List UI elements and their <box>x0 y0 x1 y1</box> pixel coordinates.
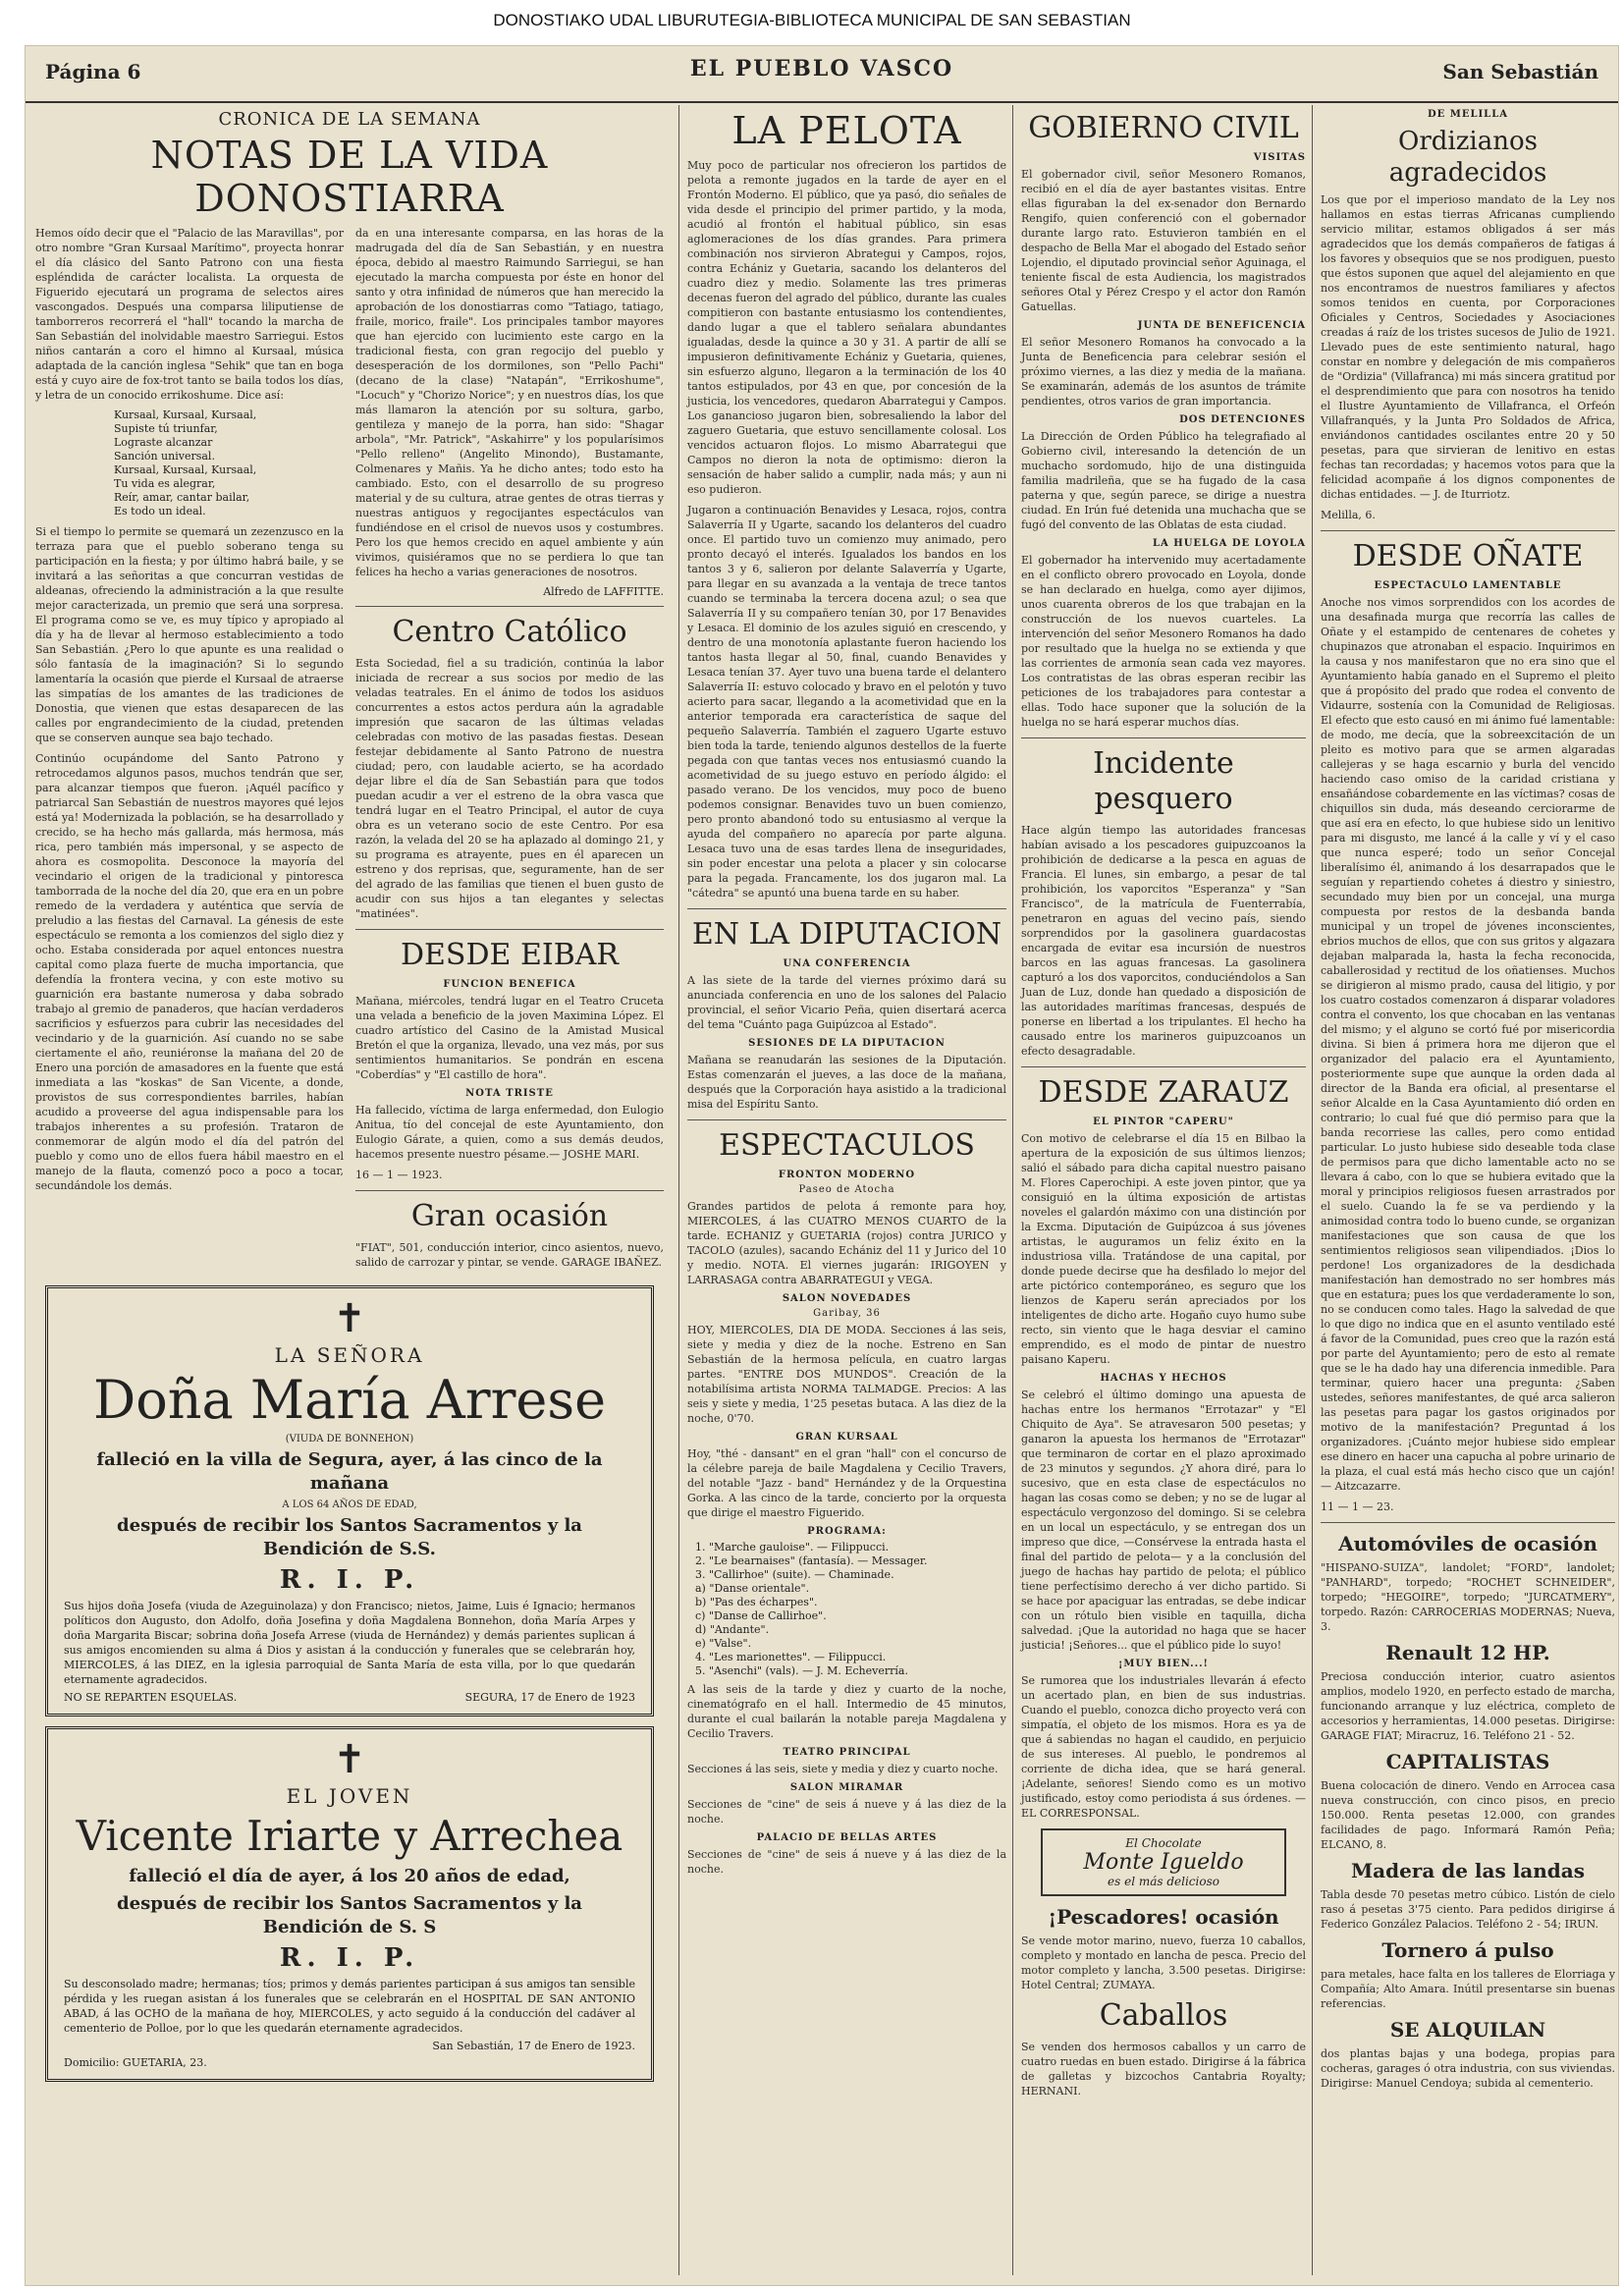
alquilan-text: dos plantas bajas y una bodega, propias para cocheras, garages ó otra industria, con sus viviendas. Dirigirse: Manuel Cendoya; subida al cementerio. <box>1321 2047 1615 2090</box>
column-4 <box>1312 105 1615 2275</box>
obit-text: Su desconsolado madre; hermanas; tíos; primos y demás parientes participan á sus amigos tan sensible pérdida y les ruegan asistan á los funerales que se celebrarán en el HOSPITAL DE SAN ANTONIO ABAD, á las OCHO de la mañana de hoy, MIERCOLES, y acto seguido á la conducción del cadáver al cementerio de Polloe, por lo que les quedarán eternamente agradecidos. <box>64 1978 635 2035</box>
diputacion-subhead: UNA CONFERENCIA <box>783 958 911 969</box>
zarauz-headline: DESDE ZARAUZ <box>1038 1075 1289 1110</box>
capitalistas-headline: CAPITALISTAS <box>1385 1750 1550 1773</box>
verse-line: Sanción universal. <box>114 450 215 463</box>
obit-date-text: San Sebastián, 17 de Enero de 1923. <box>432 2040 635 2052</box>
divider <box>355 929 664 930</box>
espect-subhead: PALACIO DE BELLAS ARTES <box>756 1832 938 1843</box>
onate-date: 11 — 1 — 23. <box>1321 1500 1394 1513</box>
capitalistas-text: Buena colocación de dinero. Vendo en Arrocea casa nueva construcción, con cinco pisos, en precio 150.000. Renta pesetas 12.000, con grandes facilidades de pago. Informará Ramón Peña; ELCANO, 8. <box>1321 1779 1615 1851</box>
alquilan-headline: SE ALQUILAN <box>1389 2018 1546 2042</box>
gran-ocasion-headline: Gran ocasión <box>410 1199 609 1233</box>
divider <box>1021 1066 1306 1067</box>
espect-text: Secciones de "cine" de seis á nueve y á las diez de la noche. <box>687 1848 1006 1876</box>
eibar-subhead: NOTA TRISTE <box>465 1088 554 1099</box>
espect-address: Paseo de Atocha <box>798 1184 895 1195</box>
obit-date <box>64 2040 635 2052</box>
verse-line: Kursaal, Kursaal, Kursaal, <box>114 409 257 421</box>
column-1 <box>35 105 664 2275</box>
programa-item: 3. "Callirhoe" (suite). — Chaminade. <box>695 1568 894 1581</box>
divider <box>1021 737 1306 738</box>
espectaculos-headline: ESPECTACULOS <box>719 1128 975 1163</box>
masthead <box>26 46 1618 103</box>
espect-text: A las seis de la tarde y diez y cuarto de la noche, cinematógrafo en el hall. Intermedio de 45 minutos, durante el cual bailarán la notable pareja Magdalena y Cecilio Travers. <box>687 1683 1006 1740</box>
espect-subhead: SALON MIRAMAR <box>789 1782 904 1793</box>
programa-item: 1. "Marche gauloise". — Filippucci. <box>695 1541 890 1553</box>
verse-line: Lograste alcanzar <box>114 436 213 449</box>
programa-item: 4. "Les marionettes". — Filippucci. <box>695 1651 887 1663</box>
programa-item: 5. "Asenchi" (vals). — J. M. Echeverría. <box>695 1664 908 1677</box>
chocolate-top: El Chocolate <box>1125 1836 1202 1850</box>
divider <box>1321 530 1615 531</box>
pelota-text: Jugaron a continuación Benavides y Lesaca, rojos, contra Salaverría II y Ugarte, sacando los delanteros del cuadro once. El partido tuvo un comienzo muy animado, pero pronto decayó el interés. Igualados los bandos en los tantos 3 y 6, salieron por delante Salaverría y Ugarte, para llegar en su avanzada a la ventaja de trece tantos cuando se terminaba la tercera docena azul; o sea que Salaverría II y su compañero tenían 30, por 17 Benavides y Lesaca. El dominio de los azules siguió en crescendo, y dentro de una monotonía aplastante fueron haciendo los tantos hasta llegar al 50, final, cuando Benavides y Lesaca tenían 37. Ayer tuvo una buena tarde el delantero Salaverría II: estuvo colocado y bravo en el pelotón y tuvo acierto para sacar, llegando a la acometividad que en la anterior temporada era característica de saque del pequeño Salaverría. También el zaguero Ugarte estuvo bien toda la tarde, teniendo algunos destellos de la fuerte pegada con que tantas veces nos entusiasmó cuando la acometividad de su juego estuvo en período álgido: el pasado verano. De los vencidos, muy poco de bueno podemos consignar. Benavides tuvo un buen comienzo, pero pronto abandonó todo su entusiasmo al verque la ayuda del compañero no aparecía por parte alguna. Lesaca tuvo una de esas tardes llena de inseguridades, sin poder encestar una pelota a placer y sin colocarse para la pegada. Francamente, los dos jugaron mal. La "cátedra" se apuntó una buena tarde en su haber. <box>687 504 1006 899</box>
onate-text: Anoche nos vimos sorprendidos con los acordes de una desafinada murga que recorría las calles de Oñate y el estampido de centenares de cohetes y chupinazos que atronaban el espacio. Inquirimos en la causa y nos manifestaron que no era sino que el Ayuntamiento había ganado en el Supremo el pleito que á propósito del prado que rodea el convento de Vidaurre, sostenía con la Comunidad de Religiosas. El efecto que esto causó en mi ánimo fué lamentable: de modo, me decía, que la sobreexcitación de un pleito es motivo para que se armen algaradas callejeras y se haga escarnio y burla del vencido haciendo caso omiso de la caridad cristiana y ensañándose cobardemente en las víctimas? cosas de chiquillos sin duda, más deseando cerciorarme de que así era en efecto, lo que hubiese sido un lenitivo para mi disgusto, me lancé á la calle y ví y el caso que nunca esperé; todo un señor Concejal liberalísimo él, animando á los desarrapados que le seguían y repartiendo cohetes á diestro y siniestro, secundado muy bien por un concejal, una murga compuesta por restos de la desbanda banda municipal y un tropel de jóvenes inconscientes, ebrios muchos de ellos, que con sus gritos y algazara dejaban malparada la, hasta la fecha reconocida, caballerosidad y rectitud de los oñatienses. Muchos se dirigieron al mismo prado, causa del litigio, y por los cuatro costados comenzaron á disparar voladores contra el convento, los que chocaban en las ventanas del mismo; y el alguno se cortó fué por misericordia divina. Si bien á primera hora me dijeron que el organizador del palacio era el Ayuntamiento, posteriormente supe que aunque la orden dada al director de la Banda era oficial, al presentarse el señor Alcalde en la Casa Ayuntamiento dió orden en contrario; lo cual fué que dió permiso para que la banda recorriese las calles, pero como entidad particular. Lo justo hubiese sido deseable toda clase de permisos para que dicho lamentable acto no se llevara á cabo, con lo que se hubiera evitado que la moral y principios religiosos fuesen arrastrados por el suelo. Cuando la fe se va perdiendo y la animosidad contra todo lo bueno cunde, se organizan manifestaciones que son causa de que los sentimientos religiosos sean vilipendiados. ¡Dios lo perdone! Los organizadores de la desdichada manifestación han demostrado no ser hombres más que en estatura; pues los que verdaderamente lo son, no se conducen como tales. Hago la salvedad de que lo que digo no indica que en el asunto ventilado esté á favor de la Comunidad, pues creo que la razón está por parte del Ayuntamiento; pero de esto al remate que se le ha dado hay una diferencia inmedible. Para terminar, quiero hacer una pregunta: ¿Saben ustedes, señores manifestantes, de qué arca salieron las pesetas para pagar los gastos originados por motivo de la manifestación? Preguntad á los organizadores. ¡Cuánto mejor hubiese sido emplear ese dinero en hacer una capucha al pobre urinario de la plaza, el cual está más hecho cisco que un cajón! — Aitzcazarre. <box>1321 596 1615 1493</box>
espect-subhead: SALON NOVEDADES <box>782 1293 912 1304</box>
eibar-text: Ha fallecido, víctima de larga enfermedad, don Eulogio Anitua, tío del concejal de este Ayuntamiento, don Eulogio Gárate, a quien, como a sus demás deudos, hacemos presente nuestro pésame.— JOSHE MARI. <box>355 1104 664 1161</box>
incidente-text: Hace algún tiempo las autoridades francesas habían avisado a los pescadores guipuzcoanos la prohibición de dedicarse a la pesca en aguas de Francia. El lunes, sin embargo, a pesar de tal prohibición, los vaporcitos "Esperanza" y "San Francisco", de la matrícula de Fuenterrabía, penetraron en aguas del vecino país, siendo sorprendidos por la gasolinera guardacostas encargada de evitar esa incursión de nuestros barcos en las aguas francesas. La gasolinera capturó a los dos vaporcitos, conduciéndolos a San Juan de Luz, donde han quedado a disposición de las autoridades marítimas francesas, después de ponerse en libertad a los tripulantes. El hecho ha causado entre los marineros guipuzcoanos un efecto desagradable. <box>1021 824 1306 1058</box>
gobierno-subhead: JUNTA DE BENEFICENCIA <box>1137 320 1306 331</box>
renault-headline: Renault 12 HP. <box>1385 1641 1550 1664</box>
programa-item: b) "Pas des écharpes". <box>695 1596 818 1608</box>
programa-list <box>695 1541 1006 1678</box>
column-3 <box>1012 105 1306 2275</box>
obituary-arrese <box>45 1285 654 1717</box>
eibar-headline: DESDE EIBAR <box>400 938 620 972</box>
notas-paragraph: da en una interesante comparsa, en las horas de la madrugada del día de San Sebastián, y en nuestra época, debido al maestro Raimundo Sarriegui, se han ejecutado la marcha compuesta por éste en honor del santo y otra infinidad de números que han merecido la aprobación de los donostiarras como "Tatiago, tatiago, fraile, morico, fraile". Los principales tambor mayores que han ejercido con lucimiento este cargo en la tradicional fiesta, con gran regocijo del pueblo y desesperación de los dormilones, son "Pello Pachi" (decano de la clase) "Natapán", "Errikoshume", "Locuch" y "Chorizo Norice"; y en nuestros días, los que más llamaron la atención por su soltura, garbo, gentileza y manejo de la porra, han sido: "Shagar arbola", "Mr. Patrick", "Askahirre" y los popularísimos "Pello relleno" (Angelito Minondo), Bustamante, Colmenares y Mañis. Ya he dicho antes; todo esto ha cambiado. Esto, con el desarrollo de su progreso material y de su cultura, atrae gentes de otras tierras y nuestras antiguos y regocijantes espectáculos van fundiéndose en el crisol de nuevos usos y costumbres. Pero los que hemos crecido en aquel ambiente y aún vivimos, quisiéramos que no se perdiera lo que tan felices ha hecho a varias generaciones de nosotros. <box>355 227 664 578</box>
cross-icon: ✝ <box>333 1737 366 1782</box>
automoviles-headline: Automóviles de ocasión <box>1338 1532 1597 1555</box>
incidente-headline: Incidente pesquero <box>1093 746 1234 816</box>
espect-text: Grandes partidos de pelota á remonte para hoy, MIERCOLES, á las CUATRO MENOS CUARTO de la tarde. ECHANIZ y GUETARIA (rojos) contra JURICO y TACOLO (azules), sacando Echániz del 11 y Jurico del 10 y medio. NOTA. El viernes jugarán: IRIGOYEN y LARRASAGA contra ABARRATEGUI y VEGA. <box>687 1200 1006 1286</box>
obit-rip: R. I. P. <box>279 1565 420 1595</box>
obit-line: después de recibir los Santos Sacramentos y la Bendición de S.S. <box>117 1515 582 1559</box>
espect-subhead: TEATRO PRINCIPAL <box>783 1747 911 1758</box>
renault-text: Preciosa conducción interior, cuatro asientos amplios, modelo 1920, en perfecto estado de marcha, funcionando arranque y luz eléctrica, completo de accesorios y herramientas, 14.000 pesetas. Dirigirse: GARAGE FIAT; Miracruz, 16. Teléfono 21 - 52. <box>1321 1670 1615 1742</box>
obit-rip: R. I. P. <box>279 1943 420 1973</box>
obit-name: Doña María Arrese <box>92 1369 607 1431</box>
gobierno-text: La Dirección de Orden Público ha telegrafiado al Gobierno civil, interesando la detención de un muchacho sordomudo, hijo de una distinguida familia madrileña, que se ha fugado de la casa paterna y que, según parece, se dirige a nuestra ciudad. En Irún fué detenida una muchacha que se fugó del convento de las Oblatas de esta ciudad. <box>1021 430 1306 531</box>
gobierno-subhead: VISITAS <box>1253 152 1306 163</box>
chocolate-ad <box>1041 1828 1286 1896</box>
obit-foot-left: NO SE REPARTEN ESQUELAS. <box>64 1691 238 1704</box>
notas-signature: Alfredo de LAFFITTE. <box>543 585 664 598</box>
zarauz-text: Se rumorea que los industriales llevarán á efecto un acertado plan, en bien de sus industrias. Cuando el pueblo, conozca dicho proyecto verá con simpatía, el objeto de los mismos. Hora es ya de que á sabiendas no hagan el caudido, en perjuicio de sus intereses. Al pueblo, le pondremos al corriente de dicha idea, que se hará general. ¡Adelante, señores! Siendo como es un motivo justificado, estoy como periodista á sus órdenes. — EL CORRESPONSAL. <box>1021 1674 1306 1820</box>
page-number: Página 6 <box>45 60 141 83</box>
gobierno-text: El señor Mesonero Romanos ha convocado a la Junta de Beneficencia para celebrar sesión el próximo viernes, a las diez y media de la mañana. Se examinarán, además de los asuntos de trámite pendientes, otros varios de gran importancia. <box>1021 336 1306 408</box>
obit-footer <box>64 1691 635 1704</box>
espect-address: Garibay, 36 <box>813 1308 881 1319</box>
obit-line: falleció en la villa de Segura, ayer, á las cinco de la mañana <box>96 1449 603 1494</box>
pescadores-headline: ¡Pescadores! ocasión <box>1048 1905 1279 1929</box>
verse-line: Tu vida es alegrar, <box>114 477 216 490</box>
automoviles-text: "HISPANO-SUIZA", landolet; "FORD", landolet; "PANHARD", torpedo; "ROCHET SCHNEIDER", torpedo; "HEGOIRE", torpedo; "JURCATMERY", torpedo. Razón: CARROCERIAS MODERNAS; Nueva, 3. <box>1321 1561 1615 1633</box>
espect-text: Secciones de "cine" de seis á nueve y á las diez de la noche. <box>687 1798 1006 1826</box>
melilla-text: Los que por el imperioso mandato de la Ley nos hallamos en estas tierras Africanas cumpliendo servicio militar, estamos obligados á ser más agradecidos que los demás compañeros de fatigas á los favores y obsequios que se nos prodiguen, puesto que éstos suponen que aquel del alejamiento en que nos encontramos de nuestros familiares y afectos somos tenidos en cuenta, por Corporaciones Oficiales y Centros, Sociedades y Asociaciones creadas á raíz de los tristes sucesos de Julio de 1921. Llevado pues de este sentimiento natural, hago constar en nombre y delegación de mis compañeros de "Ordizia" (Villafranca) mi más sincera gratitud por el desprendimiento que para con nosotros ha tenido el Ilustre Ayuntamiento de Villafranca, el Orfeón Villafranqués, y la Junta Pro Soldados de Africa, enviándonos cantidades oscilantes entre 20 y 50 pesetas, para que sirvieran de lenitivo en estas fechas tan recordadas; y hacemos votos para que la felicidad acompañe á los dignos componentes de dichas entidades. — J. de Iturriotz. <box>1321 193 1615 501</box>
zarauz-text: Con motivo de celebrarse el día 15 en Bilbao la apertura de la exposición de sus últimos lienzos; salió el sábado para dicha capital nuestro paisano M. Flores Caperochipi. A este joven pintor, que ya consiguió en la última exposición de artistas noveles el galardón máximo con una distinción por la Excma. Diputación de Guipúzcoa á sus jóvenes artistas, le auguramos un feliz éxito en la industriosa villa. Tratándose de una capital, por donde puede decirse que ha desfilado lo mejor del arte pictórico contemporáneo, es seguro que los lienzos de Kaperu serán apreciados por los inteligentes de dicho arte. Hogaño cuyo humo sube recto, sin viento que le haga desviar el camino emprendido, es el modo de pintar de nuestro paisano Kaperu. <box>1021 1132 1306 1366</box>
centro-headline: Centro Católico <box>392 615 627 649</box>
obit-line: falleció el día de ayer, á los 20 años de edad, <box>129 1866 570 1886</box>
divider <box>355 1190 664 1191</box>
caballos-headline: Caballos <box>1099 1998 1228 2033</box>
melilla-kicker: DE MELILLA <box>1428 109 1508 120</box>
obit-domicilio-text: Domicilio: GUETARIA, 23. <box>64 2056 207 2069</box>
eibar-text: Mañana, miércoles, tendrá lugar en el Teatro Cruceta una velada a beneficio de la joven Maximina López. El cuadro artístico del Casino de la Amistad Musical Bretón el que la organiza, llevado, una vez más, por sus sentimientos humanitarios. Se pondrán en escena "Coberdías" y "El castillo de hora". <box>355 995 664 1081</box>
notas-paragraph: Si el tiempo lo permite se quemará un zezenzusco en la terraza para que el pueblo soberano tenga su participación en la fiesta; y por último habrá baile, y se invitará a las señoritas a que concurran vestidas de aldeanas, ofreciendo la administración a la que resulte mejor caracterizada, un premio que será una sorpresa. El programa como se ve, es muy típico y apropiado al día y ha de llevar al hermoso establecimiento a todo San Sebastián. ¿Pero lo que apunte es una realidad o sólo fantasía de la imaginación? Si lo segundo lamentaría la ocasión que pierde el Kursaal de atraerse las simpatías de los amantes de las tradiciones de Donostia, que vienen que estas desaparecen de las calles por engrandecimiento de la ciudad, pretenden que se conserven aunque sea bajo techado. <box>35 525 344 744</box>
pelota-headline: LA PELOTA <box>731 109 962 152</box>
zarauz-subhead: HACHAS Y HECHOS <box>1100 1373 1227 1384</box>
zarauz-subhead: ¡MUY BIEN...! <box>1118 1659 1209 1669</box>
verse-line: Supiste tú triunfar, <box>114 422 218 435</box>
obit-text: Sus hijos doña Josefa (viuda de Azeguinolaza) y don Francisco; nietos, Jaime, Luis é Ignacio; hermanos políticos don Augusto, don Adolfo, doña Josefina y doña Magdalena Bonnehon, doña María Arpes y doña Margarita Biscar; sobrina doña Josefa Arrese (viuda de Hernández) y demás parientes suplican á sus amigos encomienden su alma á Dios y asistan á la conducción y funerales que se celebrarán hoy, MIERCOLES, á las DIEZ, en la iglesia parroquial de Santa María de esta villa, por lo que quedarán eternamente agradecidos. <box>64 1600 635 1686</box>
onate-subhead: ESPECTACULO LAMENTABLE <box>1374 580 1562 591</box>
obit-foot-right: SEGURA, 17 de Enero de 1923 <box>464 1691 635 1704</box>
obit-viuda: (VIUDA DE BONNEHON) <box>285 1434 414 1444</box>
obit-pre: EL JOVEN <box>286 1784 413 1808</box>
gobierno-text: El gobernador civil, señor Mesonero Romanos, recibió en el día de ayer bastantes visitas. Entre ellas figuraban la del ex-senador don Bernardo Rengifo, quien conferenció con el gobernador durante largo rato. Estuvieron también en el despacho de Bella Mar el abogado del Estado señor Lojendio, el diputado provincial señor Aguinaga, el teniente fiscal de esta Audiencia, los magistrados señores Otal y Pérez Crespo y el actor don Ramón Gatuellas. <box>1021 168 1306 313</box>
diputacion-text: Mañana se reanudarán las sesiones de la Diputación. Estas comenzarán el jueves, a las doce de la mañana, después que la Corporación haya asistido a la tradicional misa del Espíritu Santo. <box>687 1054 1006 1111</box>
espect-text: Hoy, "thé - dansant" en el gran "hall" con el concurso de la célebre pareja de baile Magdalena y Cecilio Travers, del notable "Jazz - band" Hernández y de la Orquestina Gorka. A las cinco de la tarde, concierto por la orquesta que dirige el maestro Figuerido. <box>687 1447 1006 1519</box>
gobierno-text: El gobernador ha intervenido muy acertadamente en el conflicto obrero provocado en Loyola, donde se han declarado en huelga, como ayer dijimos, unos cuarenta obreros de los que trabajan en la construcción de los nuevos cuarteles. La intervención del señor Mesonero Romanos ha dado por resultado que la huelga no se extienda y que las corrientes de armonía sean cada vez mayores. Los contratistas de las obras esperan recibir las peticiones de los trabajadores para contestar a ellas. Todo hace suponer que la solución de la huelga no se hará esperar muchos días. <box>1021 554 1306 729</box>
cronica-kicker: CRONICA DE LA SEMANA <box>218 109 481 130</box>
divider <box>687 1119 1006 1120</box>
pelota-text: Muy poco de particular nos ofrecieron los partidos de pelota a remonte jugados en la tarde de ayer en el Frontón Moderno. El público, que ya pasó, dio señales de vida desde el principio del primer partido, y la moda, acudió al frontón el habitual público, sin esas aglomeraciones de los días grandes. Para primera combinación nos sirvieron Abrategui y Campos, rojos, contra Echániz y Guetaria, sacando los delanteros del cuadro diez y medio. Solamente las tres primeras decenas fueron del agrado del público, durante las cuales compitieron con bastante entusiasmo los contendientes, dando lugar a que el tablero señalara abundantes igualadas, desde la quince a 30 y 31. A partir de allí se impusieron definitivamente Echániz y Guetaria, quienes, sin esfuerzo alguno, llegaron a la terminación de los 40 tantos estipulados, por 43 en que, por concesión de la justicia, los vencedores, quedaron Abarrategui y Campos. Los ganancioso jugaron bien, sobresaliendo la labor del zaguero Guetaria, que estuvo sencillamente colosal. Los vencidos actuaron flojos. Lo mismo Abarrategui que Campos no dieron la nota de optimismo: dieron la sensación de haber salido a cumplir, nada más; y aun ni eso pudieron. <box>687 159 1006 496</box>
obit-pre: LA SEÑORA <box>274 1343 425 1367</box>
kursaal-verse <box>114 409 344 518</box>
verse-line: Es todo un ideal. <box>114 505 206 518</box>
newspaper-title: EL PUEBLO VASCO <box>689 56 954 82</box>
espect-text: Secciones á las seis, siete y media y diez y cuarto noche. <box>687 1763 999 1775</box>
onate-headline: DESDE OÑATE <box>1352 539 1584 573</box>
centro-text: Esta Sociedad, fiel a su tradición, continúa la labor iniciada de recrear a sus socios por medio de las veladas teatrales. En el ánimo de todos los asiduos concurrentes a estos actos perdura aún la agradable impresión que sacaron de las últimas veladas celebradas con motivo de las pasadas fiestas. Desean festejar debidamente al Santo Patrono de nuestra ciudad; pero, con laudable acierto, se ha acordado dejar libre el día de San Sebastián para que todos puedan acudir a ver el estreno de la obra vasca que tendrá lugar en el Teatro Principal, el autor de cuya obra es un veterano socio de este Centro. Por esa razón, la velada del 20 se ha aplazado al domingo 21, y su programa es atrayente, pues en él aparecen un estreno y dos reprisas, que, seguramente, han de ser del agrado de las familias que tienen el buen gusto de acudir con sus hijos a tan elegantes y selectas "matinées". <box>355 657 664 920</box>
programa-item: d) "Andante". <box>695 1623 770 1636</box>
zarauz-text: Se celebró el último domingo una apuesta de hachas entre los hermanos "Errotazar" y "El Chiquito de Aya". Se atravesaron 500 pesetas; y ganaron la apuesta los hermanos de "Errotazar" que terminaron de cortar en el plazo aproximado de 23 minutos y segundos. ¿Y ahora diré, para lo sucesivo, que en esta clase de espectáculos no hagan las cosas como se deben; y no se de lugar al espectáculo vergonzoso del domingo. Si se celebra en un local un espectáculo, y se entregan dos un impreso que dice, —Consérvese la entrada hasta el final del partido de pelota— y a la conclusión del juego de hachas hay partido de pelota; el público tiene perfectísimo derecho á ver dicho partido. Si se hace por apaciguar las entradas, se debe indicar con un rótulo bien visible en taquilla, dicha salvedad. ¡Que la autoridad no haga que se hacer justicia! ¡Señores... que el público pide lo suyo! <box>1021 1389 1306 1652</box>
gobierno-headline: GOBIERNO CIVIL <box>1028 111 1299 145</box>
notas-paragraph: Continúo ocupándome del Santo Patrono y retrocedamos algunos pasos, muchos tendrán que ser, para alcanzar tiempos que fueron. ¡Aquél pacífico y patriarcal San Sebastián de nuestros mayores qué lejos está ya! Modernizada la población, se ha desarrollado y crecido, se ha hecho más gallarda, más hermosa, más rica, pero también más impersonal, y se aspecto de ahora es cosmopolita. Desconoce la mayoría del vecindario el origen de la tradicional y pintoresca tamborrada de la noche del día 20, que era en un pobre remedo de la verdadera y auténtica que servía de preludio a las fiestas del Carnaval. La génesis de este espectáculo se remonta a los comienzos del siglo diez y ocho. Estaba considerada por aquel entonces nuestra capital como plaza fuerte de mucha importancia, que defendía la frontera vecina, y con este motivo su guarnición era bastante numerosa y daba sobrado trabajo al gremio de panaderos, que hacían verdaderos sacrificios y esfuerzos para cubrir las necesidades del vecindario y de la guarnición. Así cuando no se sabe ciertamente el año, reuniéronse la mañana del 20 de Enero una porción de amasadores en la fuente que está inmediata a las "koskas" de San Vicente, a donde, provistos de sus correspondientes barriles, habían acudido a proveerse del agua indispensable para los trabajos inherentes a su profesión. Trataron de conmemorar de algún modo el día del patrón del pueblo y como uno de ellos fuera hábil maestro en el manejo de la flauta, comenzó poco a poco a tocar, secundándole los demás. <box>35 752 344 1192</box>
melilla-date: Melilla, 6. <box>1321 509 1376 521</box>
programa-item: 2. "Le bearnaises" (fantasía). — Messager. <box>695 1554 928 1567</box>
gobierno-subhead: LA HUELGA DE LOYOLA <box>1152 538 1306 549</box>
espect-subhead: GRAN KURSAAL <box>795 1432 898 1443</box>
diputacion-headline: EN LA DIPUTACION <box>691 917 1002 952</box>
eibar-date: 16 — 1 — 1923. <box>355 1169 443 1181</box>
obituary-iriarte <box>45 1726 654 2082</box>
zarauz-subhead: EL PINTOR "CAPERU" <box>1093 1117 1234 1127</box>
caballos-text: Se venden dos hermosos caballos y un carro de cuatro ruedas en buen estado. Dirigirse á la fábrica de galletas y bizcochos Cantabria Royalty; HERNANI. <box>1021 2041 1306 2098</box>
divider <box>687 908 1006 909</box>
tornero-headline: Tornero á pulso <box>1381 1938 1554 1962</box>
tornero-text: para metales, hace falta en los talleres de Elorriaga y Compañía; Alto Amara. Inútil presentarse sin buenas referencias. <box>1321 1968 1615 2010</box>
divider <box>1321 1522 1615 1523</box>
eibar-subhead: FUNCION BENEFICA <box>443 979 576 990</box>
espect-subhead: FRONTON MODERNO <box>778 1170 916 1180</box>
gobierno-subhead: DOS DETENCIONES <box>1179 414 1306 425</box>
programa-item: e) "Valse". <box>695 1637 752 1650</box>
masthead-city: San Sebastián <box>1442 60 1598 83</box>
espect-text: HOY, MIERCOLES, DIA DE MODA. Secciones á las seis, siete y media y diez de la noche. Estreno en San Sebastián de la hermosa película, en cuatro largas partes. "ENTRE DOS MUNDOS". Creación de la notabilísima artista NORMA TALMADGE. Precios: A las seis y siete y media, 1'25 pesetas butaca. A las diez de la noche, 0'70. <box>687 1324 1006 1425</box>
programa-item: c) "Danse de Callirhoe". <box>695 1609 827 1622</box>
obit-domicilio <box>64 2056 635 2069</box>
programa-title: PROGRAMA: <box>807 1526 887 1537</box>
pescadores-text: Se vende motor marino, nuevo, fuerza 10 caballos, completo y montado en lancha de pesca. Precio del motor completo y lancha, 3.500 pesetas. Dirigirse: Hotel Central; ZUMAYA. <box>1021 1935 1306 1991</box>
programa-item: a) "Danse orientale". <box>695 1582 810 1595</box>
madera-headline: Madera de las landas <box>1350 1859 1586 1882</box>
madera-text: Tabla desde 70 pesetas metro cúbico. Listón de cielo raso á pesetas 3'75 ciento. Para pedidos dirigirse á Federico González Palacios. Teléfono 2 - 54; IRUN. <box>1321 1888 1615 1931</box>
newspaper-page <box>25 45 1619 2286</box>
melilla-headline: Ordizianos agradecidos <box>1388 127 1547 188</box>
divider <box>355 606 664 607</box>
obit-age: A LOS 64 AÑOS DE EDAD, <box>282 1499 417 1510</box>
chocolate-brand: Monte Igueldo <box>1083 1850 1244 1875</box>
notas-headline: NOTAS DE LA VIDA DONOSTIARRA <box>150 134 549 220</box>
verse-line: Kursaal, Kursaal, Kursaal, <box>114 463 257 476</box>
library-banner: DONOSTIAKO UDAL LIBURUTEGIA-BIBLIOTECA MUNICIPAL DE SAN SEBASTIAN <box>0 0 1624 41</box>
verse-line: Reír, amar, cantar bailar, <box>114 491 250 504</box>
cross-icon: ✝ <box>333 1296 366 1341</box>
chocolate-bottom: es el más delicioso <box>1108 1875 1219 1888</box>
obit-name: Vicente Iriarte y Arrechea <box>76 1812 623 1860</box>
column-2 <box>678 105 1006 2275</box>
gran-ocasion-text: "FIAT", 501, conducción interior, cinco asientos, nuevo, salido de carrozar y pintar, se vende. GARAGE IBAÑEZ. <box>355 1241 664 1269</box>
notas-columns <box>35 226 664 1276</box>
notas-paragraph: Hemos oído decir que el "Palacio de las Maravillas", por otro nombre "Gran Kursaal Marítimo", proyecta honrar el día clásico del Santo Patrono con una fiesta espléndida de carácter localista. La orquesta de Figuerido ejecutará un programa de selectos aires vascongados. Después una comparsa liliputiense de tamborreros recorrerá el "hall" tocando la marcha de San Sebastián del inolvidable maestro Sarriegui. Estos niños cantarán a coro el himno al Kursaal, música adaptada de la canción inglesa "Sehik" que tan en boga está y cuyo aire de fox-trot tanto se baila todos los días, y letra de un conocido errikoshume. Dice así: <box>35 227 344 402</box>
obit-line: después de recibir los Santos Sacramentos y la Bendición de S. S <box>117 1893 582 1937</box>
diputacion-subhead: SESIONES DE LA DIPUTACION <box>748 1038 946 1049</box>
diputacion-text: A las siete de la tarde del viernes próximo dará su anunciada conferencia en uno de los salones del Palacio provincial, el señor Vicario Peña, quien disertará acerca del tema "Cuánto paga Guipúzcoa al Estado". <box>687 974 1006 1031</box>
